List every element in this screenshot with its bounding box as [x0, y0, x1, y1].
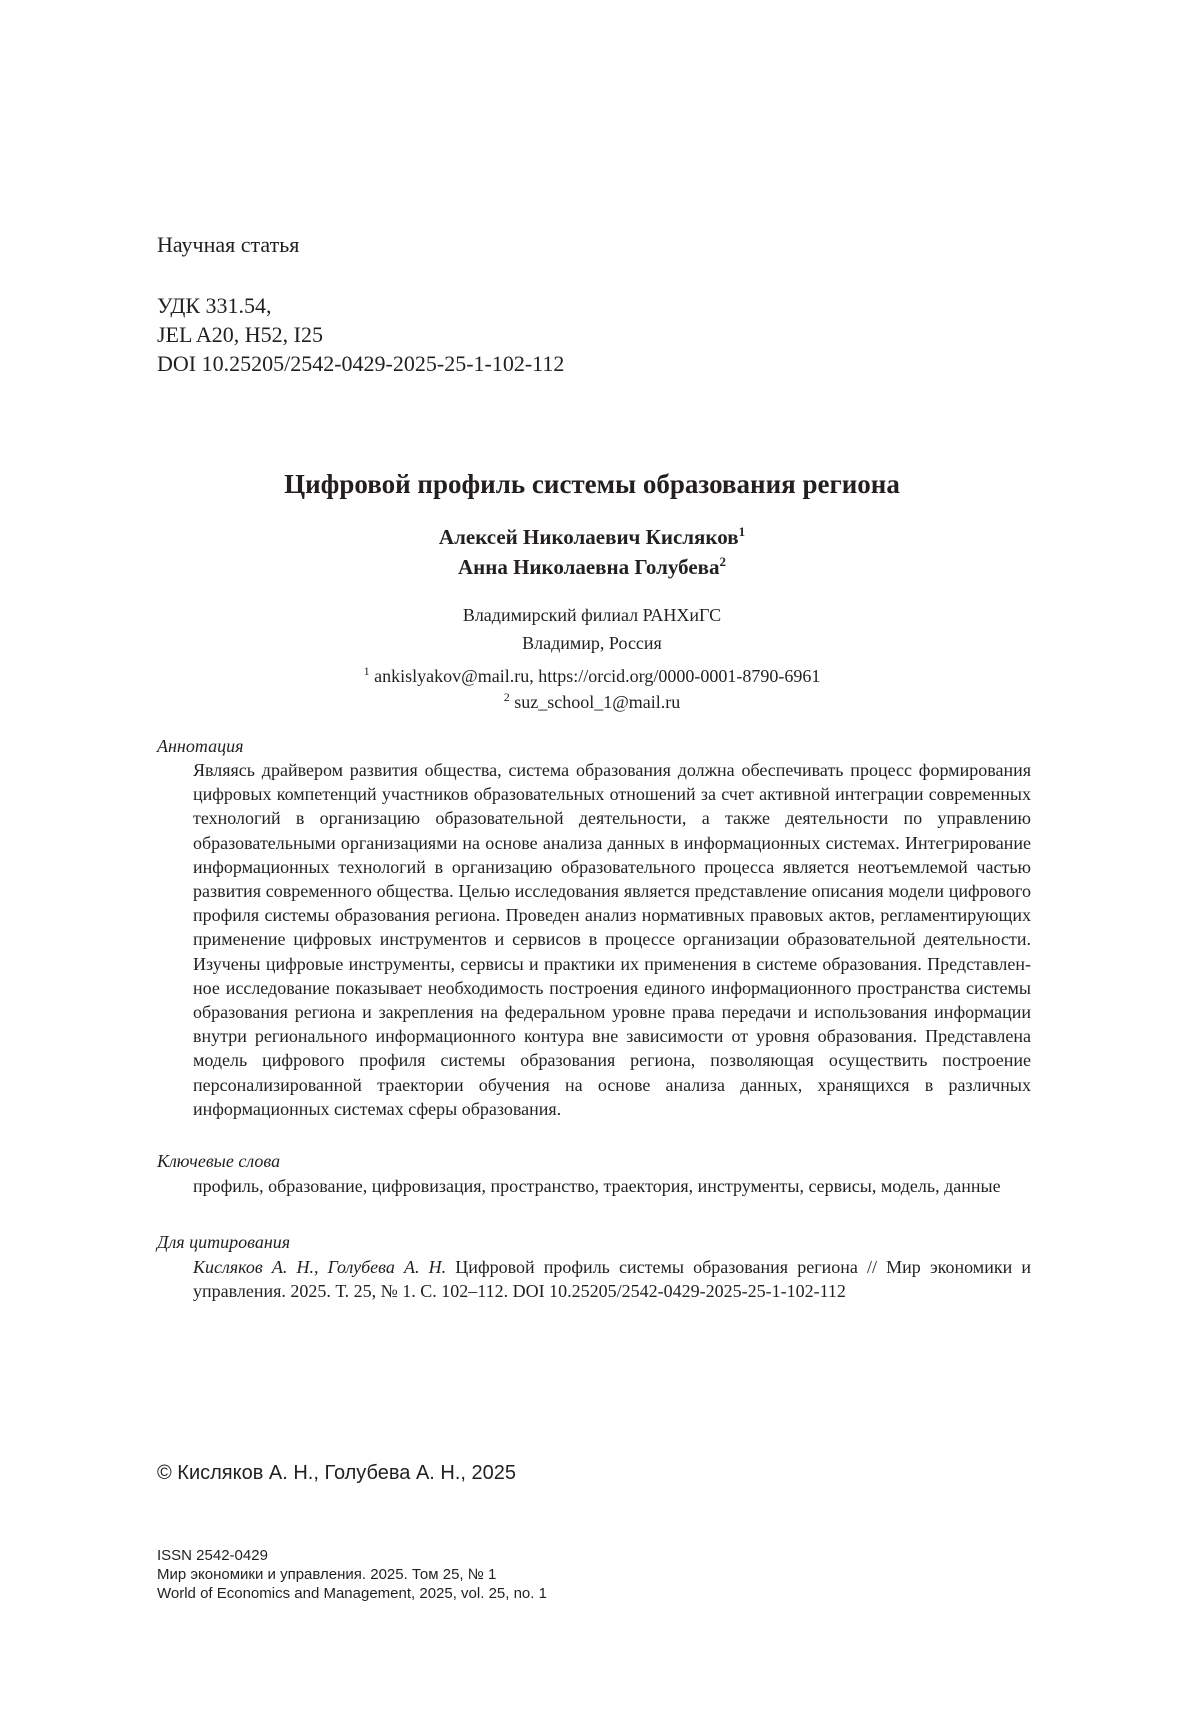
author-list	[157, 522, 1027, 582]
affiliation	[157, 601, 1027, 657]
article-type: Научная статья	[157, 232, 300, 257]
author-2-name: Анна Николаевна Голубева	[457, 555, 720, 579]
doi: DOI 10.25205/2542-0429-2025-25-1-102-112	[157, 351, 565, 376]
email-1	[157, 663, 1027, 689]
article-title: Цифровой профиль системы образования региона	[284, 469, 900, 499]
copyright: © Кисляков А. Н., Голубева А. Н., 2025	[157, 1462, 517, 1484]
citation-text	[193, 1255, 1031, 1303]
author-1-name: Алексей Николаевич Кисляков	[438, 525, 739, 549]
jel-codes: JEL A20, H52, I25	[157, 322, 324, 347]
journal-ru: Мир экономики и управления. 2025. Том 25, № 1	[157, 1566, 497, 1583]
keywords-label: Ключевые слова	[157, 1151, 281, 1171]
abstract-label: Аннотация	[157, 736, 244, 756]
author-1	[157, 522, 1027, 552]
journal-en: World of Economics and Management, 2025, vol. 25, no. 1	[157, 1585, 547, 1602]
udc-code: УДК 331.54,	[157, 293, 272, 318]
email-2	[157, 689, 1027, 715]
affiliation-city: Владимир, Россия	[522, 633, 662, 653]
email-2-sup: 2	[503, 690, 510, 704]
keywords-text: профиль, образование, цифровизация, пространство, траектория, инструменты, сервисы, модель, данные	[193, 1176, 1001, 1196]
affiliation-org: Владимирский филиал РАНХиГС	[462, 605, 722, 625]
author-1-sup: 1	[738, 524, 746, 539]
abstract-text: Являясь драйвером развития общества, система образования должна обеспечивать процесс формирования цифровых компетенций участников образовательных отношений за счет активной интеграции современных технологий в организацию образовательной деятельности, а также деятельности по управлению образовательными организациями на основе анализа данных в информационных системах. Интегрирование информационных технологий в организацию образовательного процесса является неотъемлемой частью развития современного общества. Целью исследования является представление описания модели цифрового профиля системы образования региона. Проведен анализ нормативных правовых актов, регламентирующих применение цифровых инструментов и сервисов в процессе организации образовательной деятельности. Изучены цифровые инструменты, сервисы и практики их применения в системе образования. Представленное исследование показывает необходимость построения единого информационного пространства системы образования региона и закрепления на федеральном уровне права передачи и использования информации внутри регионального информационного контура вне зависимости от уровня образования. Представлена модель цифрового профиля системы образования региона, позволяющая осуществить построение персонализированной траектории обучения на основе анализа данных, хранящихся в различных информационных системах сферы образования.	[193, 760, 1031, 1119]
email-1-sup: 1	[363, 664, 370, 678]
issn: ISSN 2542-0429	[157, 1547, 268, 1564]
email-1-text[interactable]: ankislyakov@mail.ru, https://orcid.org/0000-0001-8790-6961	[374, 666, 821, 686]
citation-label: Для цитирования	[157, 1232, 291, 1252]
author-2-sup: 2	[719, 554, 726, 569]
author-2	[157, 552, 1027, 582]
email-2-text[interactable]: suz_school_1@mail.ru	[514, 692, 681, 712]
citation-authors: Кисляков А. Н., Голубева А. Н.	[193, 1257, 447, 1277]
citation-body: Цифровой профиль системы образования региона // Мир экономики и управления. 2025. Т. 25, № 1. С. 102–112. DOI 10.25205/2542-0429-2025-25-1-102-112	[193, 1257, 1031, 1302]
author-emails	[157, 663, 1027, 715]
